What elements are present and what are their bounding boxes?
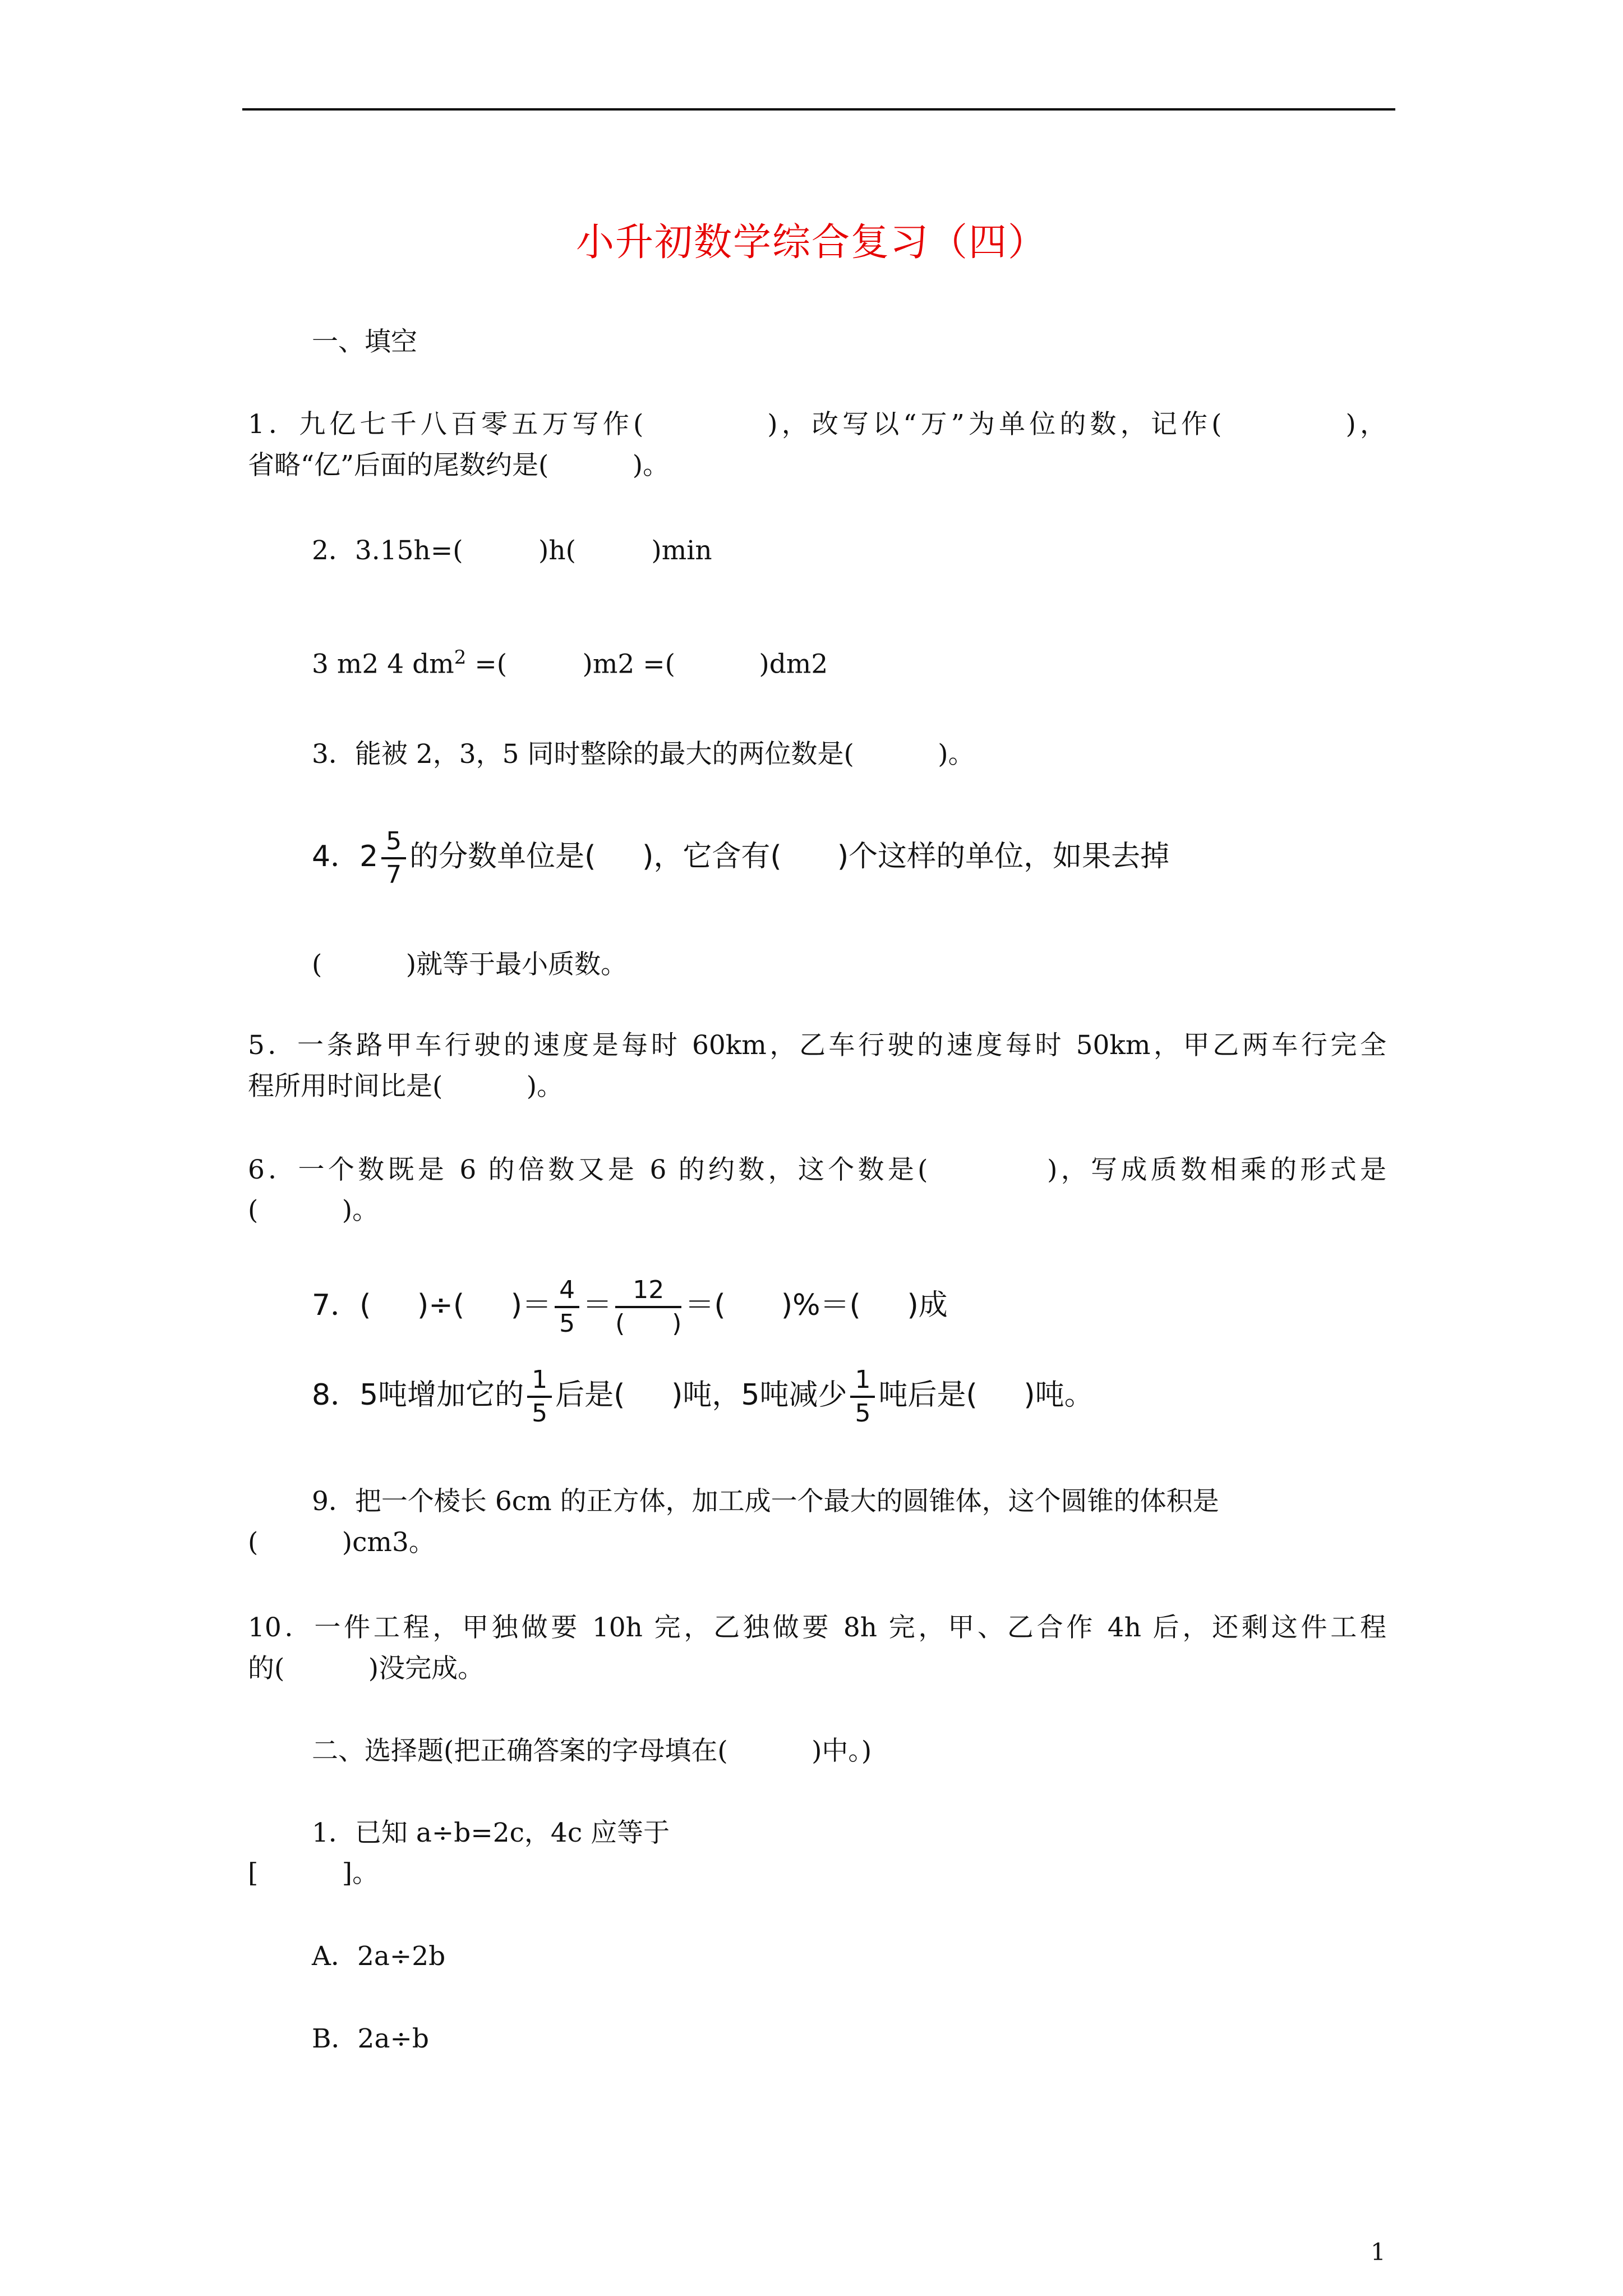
question-4-line-2: ( )就等于最小质数。	[312, 949, 628, 980]
equals-sign: ＝	[583, 1289, 612, 1322]
question-2-line-2-part-b: =( )m2 =( )dm2	[466, 648, 828, 680]
question-4-suffix: 的分数单位是( )，它含有( )个这样的单位，如果去掉	[409, 840, 1170, 873]
fraction-numerator: 1	[850, 1368, 875, 1398]
fraction-denominator: 5	[532, 1399, 548, 1428]
question-9-line-1: 9．把一个棱长 6cm 的正方体，加工成一个最大的圆锥体，这个圆锥的体积是	[312, 1486, 1219, 1517]
fraction-denominator: 5	[559, 1309, 575, 1338]
section-heading-fill-blank: 一、填空	[312, 326, 417, 357]
page-title: 小升初数学综合复习（四）	[575, 220, 1047, 265]
question-4-line-1	[312, 829, 1169, 887]
question-10-line-1: 10．一件工程，甲独做要 10h 完，乙独做要 8h 完，甲、乙合作 4h 后，还剩这件工程	[248, 1612, 1386, 1643]
question-8-suffix: 吨后是( )吨。	[878, 1378, 1094, 1412]
mc-question-1-line-1: 1．已知 a÷b=2c，4c 应等于	[312, 1818, 670, 1848]
fraction-numerator: 4	[555, 1278, 579, 1308]
fraction-numerator: 12	[615, 1278, 681, 1308]
fraction-numerator: 5	[381, 829, 406, 859]
question-8-prefix: 8．5吨增加它的	[312, 1378, 524, 1412]
fraction-five-sevenths	[381, 829, 406, 887]
question-7-suffix: ＝( )%＝( )成	[685, 1289, 948, 1322]
fraction-four-fifths	[555, 1278, 579, 1336]
fraction-twelve-over-blank	[615, 1278, 681, 1336]
fraction-denominator: 7	[386, 861, 402, 889]
question-4-prefix: 4．2	[312, 840, 379, 873]
question-10-line-2: 的( )没完成。	[248, 1653, 485, 1684]
question-1-line-1: 1．九亿七千八百零五万写作( )，改写以“万”为单位的数，记作( )，	[248, 409, 1386, 440]
question-8	[312, 1365, 1094, 1428]
fraction-one-fifth-b	[850, 1365, 875, 1428]
fraction-one-fifth-a	[527, 1365, 552, 1428]
fraction-numerator: 1	[527, 1368, 552, 1398]
mc-question-1-option-b: B．2a÷b	[312, 2023, 429, 2054]
question-7	[312, 1278, 948, 1336]
question-5-line-2: 程所用时间比是( )。	[248, 1071, 564, 1102]
question-2-line-2-part-a: 3 m2 4 dm	[312, 648, 454, 680]
question-2-line-1: 2．3.15h=( )h( )min	[312, 535, 712, 566]
question-6-line-1: 6．一个数既是 6 的倍数又是 6 的约数，这个数是( )，写成质数相乘的形式是	[248, 1154, 1386, 1185]
header-rule	[242, 108, 1395, 111]
question-2-line-2	[312, 641, 828, 682]
question-1-line-2: 省略“亿”后面的尾数约是( )。	[248, 450, 670, 481]
question-7-prefix: 7．( )÷( )＝	[312, 1289, 552, 1322]
section-heading-multiple-choice: 二、选择题(把正确答案的字母填在( )中。)	[312, 1736, 872, 1766]
question-8-middle: 后是( )吨，5吨减少	[555, 1378, 847, 1412]
fraction-denominator: 5	[855, 1399, 871, 1428]
fraction-denominator: ( )	[615, 1309, 682, 1338]
mc-question-1-line-2: [ ]。	[248, 1858, 379, 1889]
question-5-line-1: 5．一条路甲车行驶的速度是每时 60km，乙车行驶的速度每时 50km，甲乙两车行完全	[248, 1030, 1386, 1061]
question-9-line-2: ( )cm3。	[248, 1527, 435, 1558]
question-6-line-2: ( )。	[248, 1195, 379, 1226]
superscript-2: 2	[454, 646, 467, 669]
question-3: 3．能被 2，3，5 同时整除的最大的两位数是( )。	[312, 739, 975, 770]
page-number: 1	[1371, 2238, 1386, 2266]
mc-question-1-option-a: A．2a÷2b	[312, 1941, 446, 1972]
